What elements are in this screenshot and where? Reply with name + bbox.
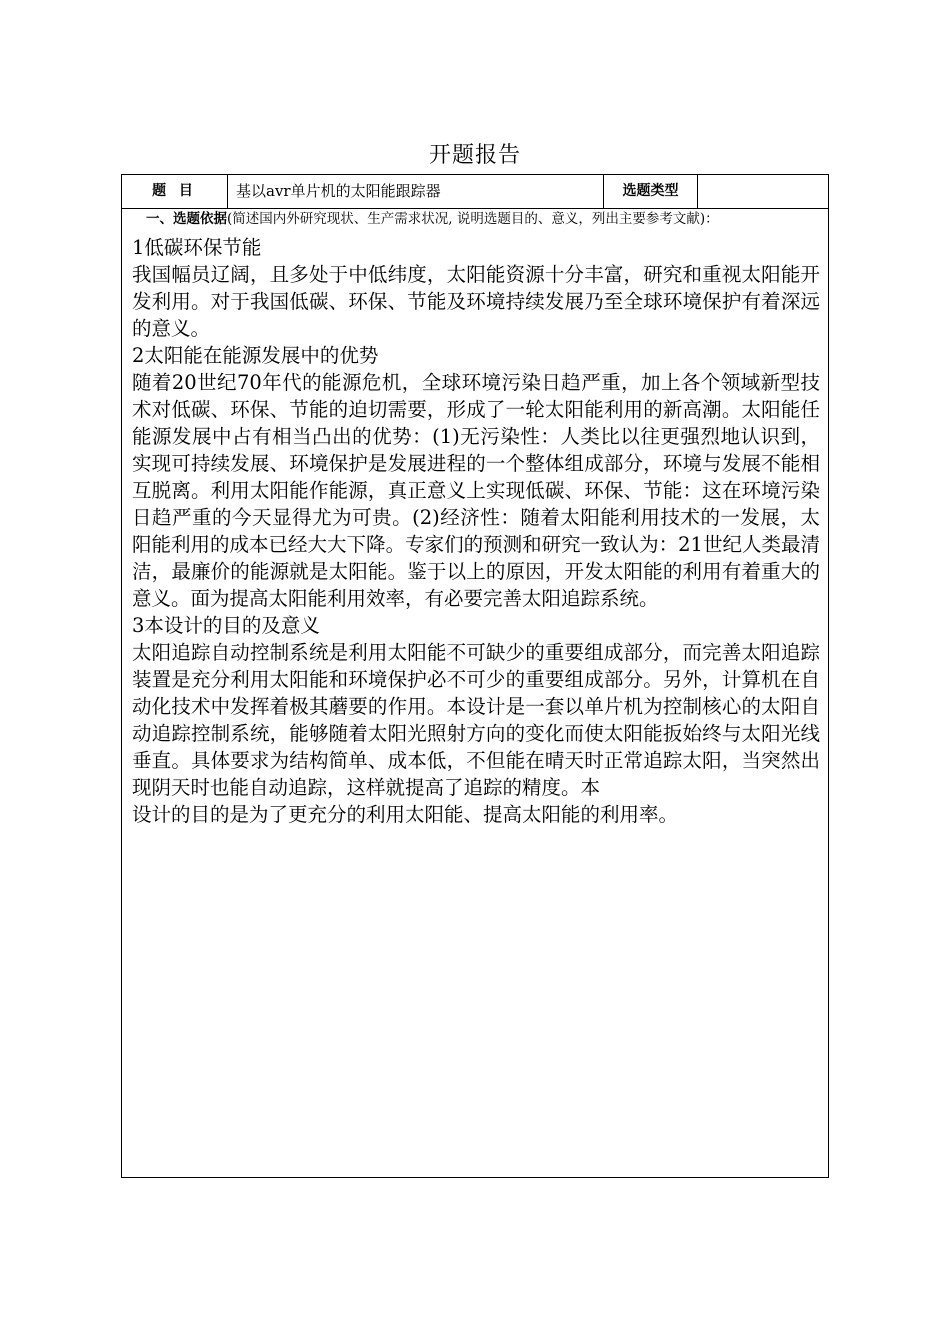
basis-heading (132, 211, 820, 228)
section-paragraph: 设计的目的是为了更充分的利用太阳能、提高太阳能的利用率。 (132, 803, 679, 826)
section-1 (132, 234, 820, 342)
basis-note: (简述国内外研究现状、生产需求状况, 说明选题目的、意义，列出主要参考文献)： (227, 211, 719, 227)
basis-section (122, 209, 828, 828)
basis-label: 一、选题依据 (146, 211, 227, 227)
type-value (698, 175, 828, 208)
page-title: 开题报告 (428, 143, 521, 168)
section-heading: 3本设计的目的及意义 (132, 614, 320, 637)
section-paragraph: 太阳追踪自动控制系统是利用太阳能不可缺少的重要组成部分，而完善太阳追踪装置是充分利用太阳能和环境保护必不可少的重要组成部分。另外，计算机在自动化技术中发挥着极其蘑要的作用。本设计是一套以单片机为控制核心的太阳自动追踪控制系统，能够随着太阳光照射方向的变化而使太阳能扳始终与太阳光线垂直。具体要求为结构简单、成本低，不但能在晴天时正常追踪太阳，当突然出现阴天时也能自动追踪，这样就提高了追踪的精度。本 (132, 641, 820, 799)
report-table (121, 174, 829, 1178)
topic-label: 题 目 (122, 175, 228, 208)
section-heading: 2太阳能在能源发展中的优势 (132, 344, 379, 367)
section-2 (132, 342, 820, 612)
type-label: 选题类型 (604, 175, 698, 208)
section-paragraph: 我国幅员辽阔，且多处于中低纬度，太阳能资源十分丰富，研究和重视太阳能开发利用。对于我国低碳、环保、节能及环境持续发展乃至全球环境保护有着深远的意义。 (132, 263, 820, 340)
section-heading: 1低碳环保节能 (132, 236, 262, 259)
topic-value: 基以avr单片机的太阳能跟踪器 (228, 175, 604, 208)
section-paragraph: 随着20世纪70年代的能源危机，全球环境污染日趋严重，加上各个领域新型技术对低碳、环保、节能的迫切需要，形成了一轮太阳能利用的新高潮。太阳能任能源发展中占有相当凸出的优势：(1)无污染性：人类比以往更强烈地认识到，实现可持续发展、环境保护是发展进程的一个整体组成部分，环境与发展不能相互脱离。利用太阳能作能源，真正意义上实现低碳、环保、节能：这在环境污染日趋严重的今天显得尤为可贵。(2)经济性：随着太阳能利用技术的一发展，太阳能利用的成本已经大大下降。专家们的预测和研究一致认为：21世纪人类最清洁，最廉价的能源就是太阳能。鉴于以上的原因，开发太阳能的利用有着重大的意义。面为提高太阳能利用效率，有必要完善太阳追踪系统。 (132, 371, 820, 610)
header-row (122, 175, 828, 209)
section-3 (132, 612, 820, 828)
